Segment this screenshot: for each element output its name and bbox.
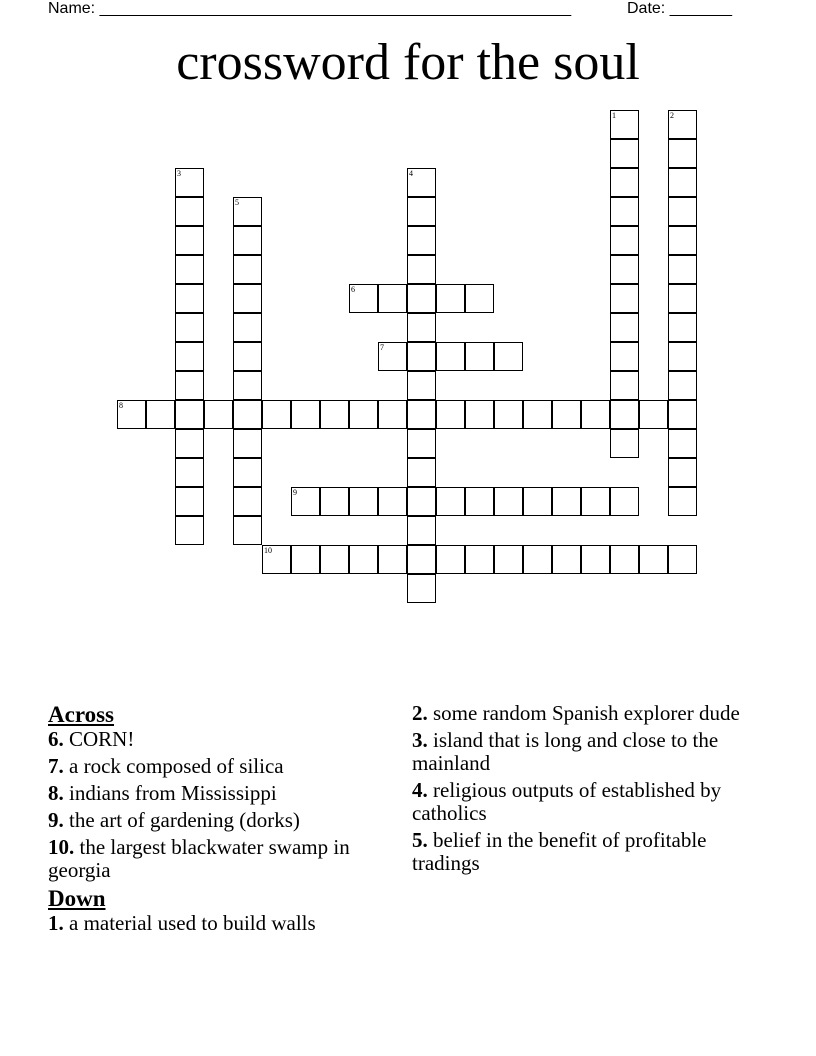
- crossword-cell[interactable]: [465, 400, 494, 429]
- crossword-cell[interactable]: [581, 545, 610, 574]
- clue-number: 2: [670, 111, 674, 120]
- crossword-cell[interactable]: [407, 487, 436, 516]
- date-field-label: Date: _______: [627, 0, 732, 17]
- crossword-cell[interactable]: [233, 255, 262, 284]
- crossword-cell[interactable]: [407, 400, 436, 429]
- crossword-cell[interactable]: [349, 400, 378, 429]
- crossword-cell[interactable]: [175, 197, 204, 226]
- clue-text: a rock composed of silica: [63, 754, 284, 778]
- puzzle-title: crossword for the soul: [176, 34, 640, 91]
- crossword-cell[interactable]: [233, 226, 262, 255]
- crossword-cell[interactable]: [320, 487, 349, 516]
- crossword-cell[interactable]: [175, 400, 204, 429]
- crossword-cell[interactable]: [668, 284, 697, 313]
- crossword-cell[interactable]: [610, 545, 639, 574]
- crossword-cell[interactable]: [320, 400, 349, 429]
- clue-text: indians from Mississippi: [63, 781, 277, 805]
- crossword-cell[interactable]: [175, 371, 204, 400]
- clues-left-column: [48, 702, 378, 939]
- clue-number: 1.: [48, 911, 64, 935]
- crossword-cell[interactable]: [378, 545, 407, 574]
- crossword-cell[interactable]: [610, 429, 639, 458]
- down-heading: Down: [48, 886, 106, 911]
- crossword-cell[interactable]: [610, 168, 639, 197]
- crossword-cell[interactable]: [175, 168, 204, 197]
- crossword-cell[interactable]: [175, 226, 204, 255]
- crossword-cell[interactable]: [552, 487, 581, 516]
- clue-text: the largest blackwater swamp in georgia: [48, 835, 350, 882]
- crossword-cell[interactable]: [175, 487, 204, 516]
- clue-number: 8: [119, 401, 123, 410]
- crossword-cell[interactable]: [117, 400, 146, 429]
- clue-number: 4: [409, 169, 413, 178]
- crossword-cell[interactable]: [552, 400, 581, 429]
- crossword-cell[interactable]: [436, 487, 465, 516]
- down-clue: [412, 729, 742, 775]
- crossword-cell[interactable]: [668, 139, 697, 168]
- down-clue: [48, 912, 378, 935]
- crossword-cell[interactable]: [610, 284, 639, 313]
- crossword-cell[interactable]: [407, 226, 436, 255]
- crossword-cell[interactable]: [436, 284, 465, 313]
- clue-number: 3.: [412, 728, 428, 752]
- clue-number: 6.: [48, 727, 64, 751]
- crossword-cell[interactable]: [494, 400, 523, 429]
- crossword-cell[interactable]: [175, 255, 204, 284]
- crossword-cell[interactable]: [610, 371, 639, 400]
- crossword-cell[interactable]: [291, 400, 320, 429]
- crossword-cell[interactable]: [465, 342, 494, 371]
- crossword-cell[interactable]: [407, 429, 436, 458]
- crossword-cell[interactable]: [494, 545, 523, 574]
- crossword-cell[interactable]: [233, 313, 262, 342]
- name-field-label: Name: _____________________________________________________: [48, 0, 572, 17]
- crossword-cell[interactable]: [320, 545, 349, 574]
- across-heading: Across: [48, 702, 115, 727]
- crossword-cell[interactable]: [639, 545, 668, 574]
- crossword-cell[interactable]: [407, 458, 436, 487]
- crossword-cell[interactable]: [349, 284, 378, 313]
- crossword-cell[interactable]: [494, 487, 523, 516]
- crossword-cell[interactable]: [668, 458, 697, 487]
- crossword-cell[interactable]: [552, 545, 581, 574]
- clue-number: 7: [380, 343, 384, 352]
- crossword-cell[interactable]: [204, 400, 233, 429]
- across-clue: [48, 836, 378, 882]
- crossword-cell[interactable]: [378, 342, 407, 371]
- across-clue: [48, 782, 378, 805]
- crossword-cell[interactable]: [407, 313, 436, 342]
- crossword-cell[interactable]: [233, 487, 262, 516]
- crossword-cell[interactable]: [175, 284, 204, 313]
- crossword-cell[interactable]: [668, 313, 697, 342]
- down-clue: [412, 702, 742, 725]
- crossword-cell[interactable]: [233, 371, 262, 400]
- clue-number: 1: [612, 111, 616, 120]
- crossword-cell[interactable]: [291, 487, 320, 516]
- down-clue-list: [48, 912, 378, 935]
- crossword-cell[interactable]: [175, 458, 204, 487]
- clue-text: island that is long and close to the mainland: [412, 728, 719, 775]
- across-clue-list: [48, 728, 378, 882]
- crossword-cell[interactable]: [233, 516, 262, 545]
- crossword-cell[interactable]: [436, 400, 465, 429]
- crossword-cell[interactable]: [465, 545, 494, 574]
- crossword-cell[interactable]: [668, 545, 697, 574]
- crossword-cell[interactable]: [610, 255, 639, 284]
- clue-number: 4.: [412, 778, 428, 802]
- crossword-cell[interactable]: [610, 342, 639, 371]
- crossword-cell[interactable]: [349, 545, 378, 574]
- crossword-cell[interactable]: [175, 313, 204, 342]
- crossword-cell[interactable]: [407, 545, 436, 574]
- clue-number: 2.: [412, 701, 428, 725]
- clue-text: CORN!: [63, 727, 135, 751]
- crossword-cell[interactable]: [581, 400, 610, 429]
- clue-text: the art of gardening (dorks): [63, 808, 300, 832]
- clue-number: 9.: [48, 808, 64, 832]
- across-clue: [48, 755, 378, 778]
- crossword-cell[interactable]: [349, 487, 378, 516]
- clue-number: 5: [235, 198, 239, 207]
- crossword-cell[interactable]: [233, 429, 262, 458]
- crossword-cell[interactable]: [668, 429, 697, 458]
- crossword-cell[interactable]: [407, 516, 436, 545]
- crossword-cell[interactable]: [465, 487, 494, 516]
- crossword-cell[interactable]: [233, 458, 262, 487]
- clue-number: 10.: [48, 835, 75, 859]
- clue-number: 10: [264, 546, 272, 555]
- clue-text: a material used to build walls: [63, 911, 316, 935]
- across-clue: [48, 809, 378, 832]
- crossword-cell[interactable]: [407, 284, 436, 313]
- down-clue: [412, 829, 742, 875]
- across-clue: [48, 728, 378, 751]
- crossword-cell[interactable]: [668, 487, 697, 516]
- crossword-cell[interactable]: [291, 545, 320, 574]
- crossword-cell[interactable]: [175, 516, 204, 545]
- crossword-cell[interactable]: [610, 400, 639, 429]
- crossword-cell[interactable]: [610, 313, 639, 342]
- crossword-cell[interactable]: [465, 284, 494, 313]
- crossword-cell[interactable]: [262, 545, 291, 574]
- crossword-cell[interactable]: [233, 400, 262, 429]
- clue-text: religious outputs of established by catholics: [412, 778, 722, 825]
- crossword-cell[interactable]: [581, 487, 610, 516]
- crossword-cell[interactable]: [610, 139, 639, 168]
- clue-number: 9: [293, 488, 297, 497]
- crossword-cell[interactable]: [233, 284, 262, 313]
- crossword-cell[interactable]: [407, 255, 436, 284]
- crossword-cell[interactable]: [175, 429, 204, 458]
- crossword-cell[interactable]: [262, 400, 291, 429]
- crossword-cell[interactable]: [668, 371, 697, 400]
- crossword-cell[interactable]: [523, 545, 552, 574]
- crossword-cell[interactable]: [378, 487, 407, 516]
- clue-number: 8.: [48, 781, 64, 805]
- clue-text: some random Spanish explorer dude: [427, 701, 740, 725]
- crossword-cell[interactable]: [639, 400, 668, 429]
- clue-number: 5.: [412, 828, 428, 852]
- down-clue-list-continued: [412, 702, 742, 875]
- crossword-cell[interactable]: [523, 400, 552, 429]
- down-clue: [412, 779, 742, 825]
- crossword-cell[interactable]: [175, 342, 204, 371]
- crossword-cell[interactable]: [146, 400, 175, 429]
- crossword-cell[interactable]: [523, 487, 552, 516]
- crossword-cell[interactable]: [610, 487, 639, 516]
- crossword-cell[interactable]: [378, 284, 407, 313]
- crossword-cell[interactable]: [668, 400, 697, 429]
- crossword-cell[interactable]: [610, 226, 639, 255]
- clue-number: 6: [351, 285, 355, 294]
- crossword-cell[interactable]: [407, 197, 436, 226]
- clue-number: 3: [177, 169, 181, 178]
- clue-number: 7.: [48, 754, 64, 778]
- crossword-cell[interactable]: [407, 574, 436, 603]
- crossword-cell[interactable]: [668, 226, 697, 255]
- crossword-cell[interactable]: [436, 342, 465, 371]
- crossword-cell[interactable]: [668, 255, 697, 284]
- crossword-cell[interactable]: [610, 110, 639, 139]
- crossword-cell[interactable]: [668, 168, 697, 197]
- clues-right-column: [412, 702, 742, 879]
- crossword-cell[interactable]: [407, 168, 436, 197]
- crossword-cell[interactable]: [233, 342, 262, 371]
- crossword-cell[interactable]: [610, 197, 639, 226]
- crossword-cell[interactable]: [668, 110, 697, 139]
- clue-text: belief in the benefit of profitable tradings: [412, 828, 707, 875]
- crossword-cell[interactable]: [407, 342, 436, 371]
- crossword-cell[interactable]: [494, 342, 523, 371]
- crossword-cell[interactable]: [436, 545, 465, 574]
- crossword-cell[interactable]: [668, 197, 697, 226]
- crossword-cell[interactable]: [378, 400, 407, 429]
- crossword-cell[interactable]: [233, 197, 262, 226]
- crossword-cell[interactable]: [407, 371, 436, 400]
- crossword-cell[interactable]: [668, 342, 697, 371]
